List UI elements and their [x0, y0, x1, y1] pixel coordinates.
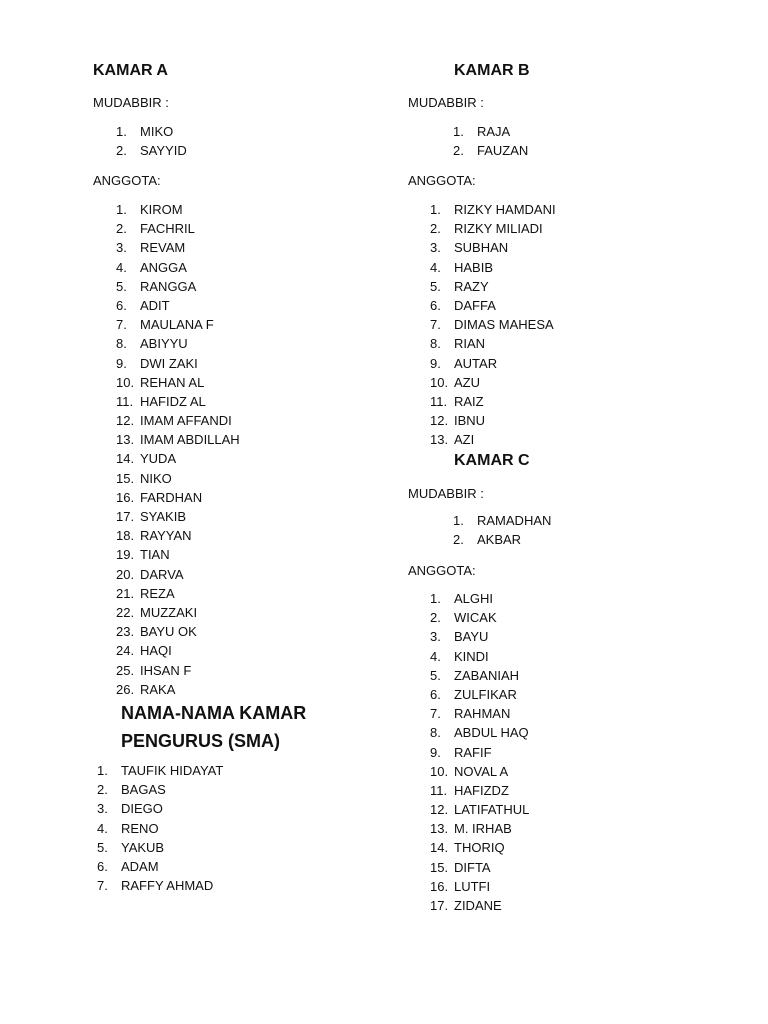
kamar-a-title: KAMAR A	[93, 62, 168, 79]
list-item	[453, 530, 653, 549]
list-item-number: 13.	[116, 432, 135, 448]
list-item	[430, 219, 630, 238]
list-item-name: AZU	[454, 374, 480, 390]
list-item	[430, 685, 630, 704]
list-item	[453, 122, 653, 141]
list-item-name: IBNU	[454, 413, 486, 429]
list-item-name: IHSAN F	[140, 662, 192, 678]
list-item-name: YUDA	[140, 451, 177, 467]
list-item-number: 16.	[430, 878, 449, 894]
list-item-number: 2.	[430, 610, 441, 626]
kamar-b-mudabbir-list	[453, 122, 653, 160]
list-item-number: 22.	[116, 604, 135, 620]
list-item-name: NIKO	[140, 470, 172, 486]
list-item-number: 5.	[430, 278, 441, 294]
list-item-number: 5.	[430, 667, 441, 683]
list-item-name: REHAN AL	[140, 374, 205, 390]
list-item-number: 7.	[430, 317, 441, 333]
list-item	[430, 411, 630, 430]
list-item-number: 7.	[116, 317, 127, 333]
list-item	[116, 603, 316, 622]
list-item	[430, 627, 630, 646]
list-item-number: 1.	[453, 124, 464, 139]
list-item-name: REVAM	[140, 240, 186, 256]
list-item	[97, 799, 297, 818]
list-item-name: BAYU	[454, 629, 489, 645]
list-item	[116, 258, 316, 277]
list-item-name: ADIT	[140, 297, 170, 313]
pengurus-list	[97, 761, 297, 895]
list-item-name: MUZZAKI	[140, 604, 198, 620]
list-item-number: 3.	[116, 240, 127, 256]
kamar-b-mudabbir-label: MUDABBIR :	[408, 95, 484, 110]
list-item-name: ABIYYU	[140, 336, 188, 352]
list-item	[97, 761, 297, 780]
list-item	[116, 373, 316, 392]
list-item-number: 7.	[430, 706, 441, 722]
list-item	[116, 507, 316, 526]
list-item-name: DIMAS MAHESA	[454, 317, 554, 333]
list-item-name: RIAN	[454, 336, 486, 352]
list-item-number: 4.	[430, 648, 441, 664]
list-item	[430, 800, 630, 819]
list-item	[116, 545, 316, 564]
list-item-name: LUTFI	[454, 878, 491, 894]
list-item-name: FARDHAN	[140, 489, 203, 505]
list-item-number: 14.	[116, 451, 135, 467]
kamar-b-title: KAMAR B	[454, 62, 530, 79]
list-item	[116, 661, 316, 680]
list-item-name: ZULFIKAR	[454, 686, 517, 702]
list-item	[430, 373, 630, 392]
list-item	[116, 641, 316, 660]
kamar-a-anggota-list	[116, 200, 316, 699]
list-item-number: 12.	[430, 413, 449, 429]
list-item-name: RAZY	[454, 278, 489, 294]
list-item-name: RIZKY MILIADI	[454, 221, 543, 237]
list-item-number: 2.	[116, 143, 127, 159]
list-item	[116, 296, 316, 315]
list-item	[430, 743, 630, 762]
list-item-number: 9.	[116, 355, 127, 371]
list-item-name: MIKO	[140, 124, 174, 139]
list-item	[430, 647, 630, 666]
list-item	[430, 608, 630, 627]
list-item-name: ADAM	[121, 858, 159, 874]
list-item-name: AUTAR	[454, 355, 498, 371]
list-item	[97, 857, 297, 876]
list-item-name: FAUZAN	[477, 143, 529, 159]
list-item-name: RAKA	[140, 681, 176, 697]
list-item	[116, 315, 316, 334]
list-item	[116, 680, 316, 699]
list-item-number: 23.	[116, 624, 135, 640]
list-item	[116, 219, 316, 238]
list-item-number: 1.	[453, 513, 464, 528]
list-item	[97, 838, 297, 857]
list-item-name: ALGHI	[454, 591, 494, 606]
list-item-name: ANGGA	[140, 259, 187, 275]
list-item-name: RIZKY HAMDANI	[454, 202, 556, 217]
pengurus-title-line1: NAMA-NAMA KAMAR	[121, 703, 307, 723]
list-item	[430, 858, 630, 877]
list-item-name: ZABANIAH	[454, 667, 520, 683]
list-item-number: 8.	[116, 336, 127, 352]
list-item	[116, 565, 316, 584]
list-item-name: SYAKIB	[140, 509, 187, 524]
list-item-number: 10.	[116, 374, 135, 390]
kamar-c-mudabbir-label: MUDABBIR :	[408, 486, 484, 501]
list-item	[430, 723, 630, 742]
list-item-number: 13.	[430, 821, 449, 837]
list-item	[116, 526, 316, 545]
list-item-number: 1.	[430, 202, 441, 217]
list-item-name: RAHMAN	[454, 706, 511, 722]
list-item-name: SAYYID	[140, 143, 187, 159]
kamar-a-anggota-label: ANGGOTA:	[93, 173, 161, 188]
list-item-number: 19.	[116, 547, 135, 563]
list-item	[453, 141, 653, 160]
list-item	[430, 762, 630, 781]
list-item	[430, 296, 630, 315]
list-item	[430, 819, 630, 838]
list-item-name: RAJA	[477, 124, 511, 139]
list-item-number: 8.	[430, 336, 441, 352]
list-item	[430, 896, 630, 915]
list-item-number: 4.	[430, 259, 441, 275]
list-item-name: RANGGA	[140, 278, 197, 294]
list-item-number: 6.	[430, 297, 441, 313]
list-item-number: 11.	[430, 782, 448, 798]
list-item	[430, 781, 630, 800]
list-item-name: WICAK	[454, 610, 497, 626]
list-item-number: 2.	[116, 221, 127, 237]
list-item	[97, 819, 297, 838]
kamar-b-anggota-label: ANGGOTA:	[408, 173, 476, 188]
list-item-number: 4.	[97, 820, 108, 836]
list-item-number: 2.	[453, 143, 464, 159]
list-item-name: FACHRIL	[140, 221, 195, 237]
list-item	[430, 315, 630, 334]
list-item	[430, 392, 630, 411]
list-item-name: TIAN	[140, 547, 170, 563]
list-item-name: IMAM AFFANDI	[140, 413, 232, 429]
list-item-name: SUBHAN	[454, 240, 509, 256]
list-item-number: 6.	[116, 297, 127, 313]
list-item-number: 4.	[116, 259, 127, 275]
list-item-name: RAFFY AHMAD	[121, 878, 214, 894]
list-item-name: HAFIDZ AL	[140, 393, 206, 409]
list-item-number: 1.	[116, 124, 127, 139]
list-item	[430, 238, 630, 257]
list-item	[430, 258, 630, 277]
list-item-number: 14.	[430, 840, 449, 856]
pengurus-title-line2: PENGURUS (SMA)	[121, 731, 281, 751]
list-item-name: AKBAR	[477, 532, 522, 548]
list-item-number: 16.	[116, 489, 135, 505]
list-item	[116, 430, 316, 449]
list-item-name: RAIZ	[454, 393, 484, 409]
list-item-name: REZA	[140, 585, 175, 601]
pengurus-title	[121, 699, 341, 755]
kamar-c-mudabbir-list	[453, 511, 653, 549]
list-item	[116, 488, 316, 507]
list-item-name: RAFIF	[454, 744, 492, 760]
list-item-name: BAYU OK	[140, 624, 197, 640]
list-item-name: YAKUB	[121, 839, 165, 855]
list-item-number: 10.	[430, 763, 449, 779]
list-item-number: 6.	[97, 858, 108, 874]
list-item-number: 2.	[430, 221, 441, 237]
list-item-name: HAQI	[140, 643, 172, 659]
list-item-name: RAYYAN	[140, 528, 192, 544]
list-item-number: 18.	[116, 528, 135, 544]
list-item-number: 26.	[116, 681, 135, 697]
list-item-name: DAFFA	[454, 297, 496, 313]
list-item-name: KINDI	[454, 648, 489, 664]
list-item-number: 15.	[430, 859, 449, 875]
list-item-name: RENO	[121, 820, 159, 836]
list-item-number: 11.	[116, 393, 134, 409]
list-item	[430, 838, 630, 857]
list-item-number: 8.	[430, 725, 441, 741]
list-item-number: 1.	[430, 591, 441, 606]
kamar-c-anggota-list	[430, 589, 630, 915]
list-item	[453, 511, 653, 530]
list-item-number: 3.	[97, 801, 108, 817]
list-item-number: 1.	[97, 763, 108, 778]
list-item-number: 2.	[453, 532, 464, 548]
list-item	[116, 141, 316, 160]
list-item-number: 10.	[430, 374, 449, 390]
list-item-number: 1.	[116, 202, 127, 217]
list-item-number: 7.	[97, 878, 108, 894]
list-item-name: M. IRHAB	[454, 821, 512, 837]
list-item	[430, 589, 630, 608]
kamar-c-title: KAMAR C	[454, 452, 530, 469]
list-item-number: 17.	[116, 509, 135, 524]
list-item-name: DWI ZAKI	[140, 355, 198, 371]
list-item-name: LATIFATHUL	[454, 802, 530, 818]
list-item-number: 20.	[116, 566, 135, 582]
kamar-a-mudabbir-list	[116, 122, 316, 160]
list-item	[430, 666, 630, 685]
list-item-number: 3.	[430, 240, 441, 256]
list-item	[116, 392, 316, 411]
list-item	[97, 780, 297, 799]
list-item-number: 6.	[430, 686, 441, 702]
kamar-a-mudabbir-label: MUDABBIR :	[93, 95, 169, 110]
list-item-name: HAFIZDZ	[454, 782, 509, 798]
list-item-number: 9.	[430, 744, 441, 760]
list-item-number: 21.	[116, 585, 135, 601]
list-item	[116, 584, 316, 603]
list-item	[430, 200, 630, 219]
list-item-number: 11.	[430, 393, 448, 409]
list-item-number: 12.	[116, 413, 135, 429]
list-item-name: THORIQ	[454, 840, 505, 856]
list-item-number: 12.	[430, 802, 449, 818]
kamar-c-anggota-label: ANGGOTA:	[408, 563, 476, 578]
list-item	[430, 877, 630, 896]
list-item-name: TAUFIK HIDAYAT	[121, 763, 224, 778]
list-item-number: 13.	[430, 432, 449, 448]
kamar-b-anggota-list	[430, 200, 630, 449]
list-item	[116, 200, 316, 219]
list-item-name: HABIB	[454, 259, 494, 275]
list-item	[116, 354, 316, 373]
list-item	[97, 876, 297, 895]
list-item	[116, 277, 316, 296]
list-item-name: MAULANA F	[140, 317, 214, 333]
list-item-name: ZIDANE	[454, 898, 502, 913]
list-item	[430, 277, 630, 296]
list-item-number: 25.	[116, 662, 135, 678]
list-item-name: DIFTA	[454, 859, 491, 875]
list-item-name: NOVAL A	[454, 763, 509, 779]
list-item-name: IMAM ABDILLAH	[140, 432, 240, 448]
list-item-number: 9.	[430, 355, 441, 371]
list-item-name: ABDUL HAQ	[454, 725, 529, 741]
list-item-number: 2.	[97, 782, 108, 798]
list-item-name: BAGAS	[121, 782, 166, 798]
list-item	[116, 122, 316, 141]
list-item	[116, 238, 316, 257]
list-item-number: 5.	[116, 278, 127, 294]
list-item-number: 5.	[97, 839, 108, 855]
list-item-name: DIEGO	[121, 801, 163, 817]
list-item-name: RAMADHAN	[477, 513, 552, 528]
list-item	[430, 354, 630, 373]
list-item	[116, 411, 316, 430]
list-item	[430, 334, 630, 353]
list-item	[430, 430, 630, 449]
list-item-name: AZI	[454, 432, 475, 448]
list-item-name: KIROM	[140, 202, 183, 217]
list-item	[116, 469, 316, 488]
list-item	[116, 449, 316, 468]
list-item	[430, 704, 630, 723]
list-item-number: 24.	[116, 643, 135, 659]
list-item-number: 17.	[430, 898, 449, 913]
list-item	[116, 622, 316, 641]
list-item-number: 15.	[116, 470, 135, 486]
list-item	[116, 334, 316, 353]
list-item-number: 3.	[430, 629, 441, 645]
list-item-name: DARVA	[140, 566, 184, 582]
